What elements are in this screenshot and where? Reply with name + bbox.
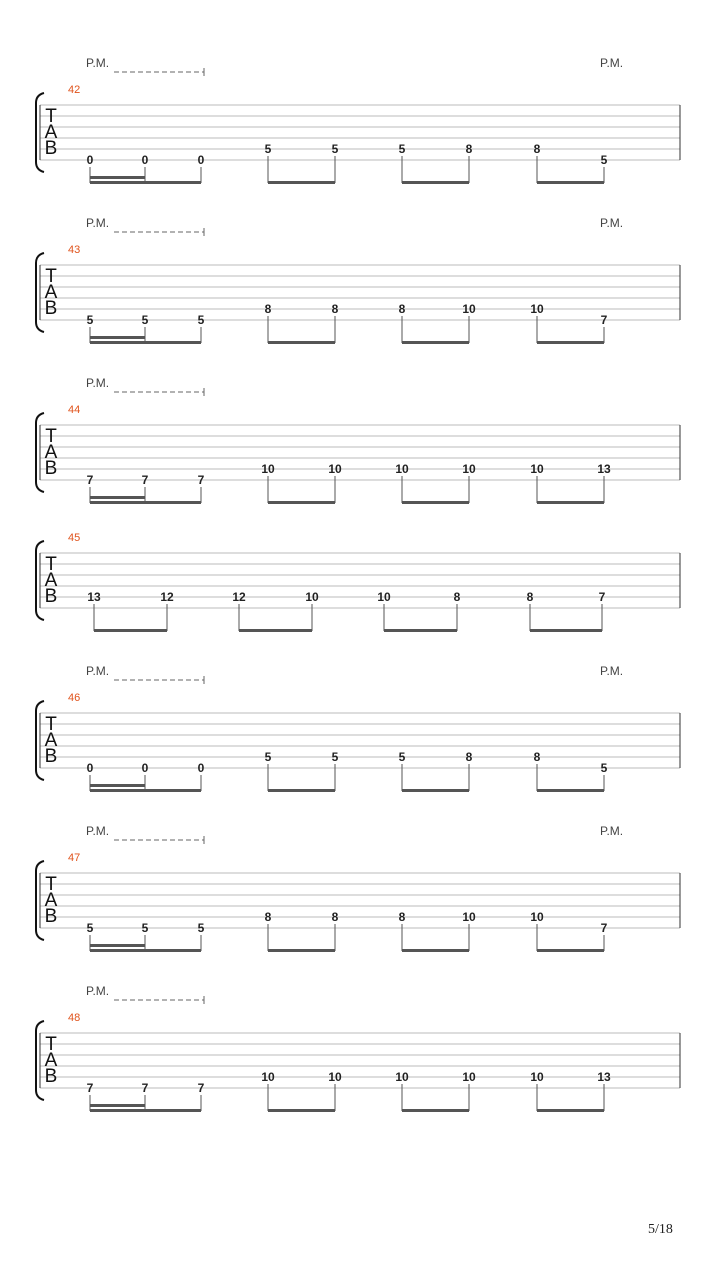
tab-clef-letter: T xyxy=(45,874,57,895)
beam xyxy=(537,949,604,952)
beam xyxy=(268,1109,335,1112)
beam xyxy=(537,789,604,792)
tab-clef-letter: A xyxy=(44,1050,58,1071)
fret-number: 8 xyxy=(465,750,473,764)
fret-number: 5 xyxy=(197,313,205,327)
bar-number: 44 xyxy=(68,404,81,416)
tab-clef-letter: A xyxy=(44,282,58,303)
beam xyxy=(402,1109,469,1112)
beam xyxy=(90,949,201,952)
beam xyxy=(537,1109,604,1112)
fret-number: 10 xyxy=(462,1070,476,1084)
beam xyxy=(402,789,469,792)
beam xyxy=(90,501,201,504)
palm-mute-label: P.M. xyxy=(600,216,624,230)
fret-number: 0 xyxy=(197,153,205,167)
tab-clef-letter: B xyxy=(44,906,58,927)
beam xyxy=(90,181,201,184)
fret-number: 5 xyxy=(600,761,608,775)
fret-number: 8 xyxy=(453,590,461,604)
fret-number: 10 xyxy=(377,590,391,604)
fret-number: 8 xyxy=(533,750,541,764)
fret-number: 10 xyxy=(261,462,275,476)
tab-clef-letter: T xyxy=(45,106,57,127)
fret-number: 5 xyxy=(600,153,608,167)
beam xyxy=(90,789,201,792)
fret-number: 5 xyxy=(141,313,149,327)
fret-number: 0 xyxy=(141,153,149,167)
fret-number: 8 xyxy=(331,302,339,316)
beam xyxy=(537,341,604,344)
beam xyxy=(530,629,602,632)
fret-number: 7 xyxy=(86,1081,94,1095)
fret-number: 8 xyxy=(398,302,406,316)
fret-number: 12 xyxy=(160,590,174,604)
beam xyxy=(537,181,604,184)
tab-clef-letter: A xyxy=(44,570,58,591)
tab-clef-letter: B xyxy=(44,138,58,159)
fret-number: 8 xyxy=(331,910,339,924)
palm-mute-label: P.M. xyxy=(86,984,110,998)
fret-number: 5 xyxy=(398,750,406,764)
beam xyxy=(537,501,604,504)
fret-number: 7 xyxy=(141,1081,149,1095)
fret-number: 5 xyxy=(86,313,94,327)
fret-number: 12 xyxy=(232,590,246,604)
fret-number: 7 xyxy=(197,473,205,487)
fret-number: 8 xyxy=(465,142,473,156)
fret-number: 13 xyxy=(597,462,611,476)
beam xyxy=(402,501,469,504)
tab-clef-letter: B xyxy=(44,458,58,479)
bar-number: 48 xyxy=(68,1012,81,1024)
fret-number: 10 xyxy=(305,590,319,604)
tab-clef-letter: T xyxy=(45,714,57,735)
tab-clef-letter: B xyxy=(44,586,58,607)
fret-number: 10 xyxy=(530,302,544,316)
tab-clef-letter: A xyxy=(44,122,58,143)
beam xyxy=(90,341,201,344)
beam xyxy=(94,629,167,632)
tab-clef-letter: B xyxy=(44,1066,58,1087)
fret-number: 7 xyxy=(598,590,606,604)
tab-clef-letter: A xyxy=(44,730,58,751)
beam xyxy=(239,629,312,632)
fret-number: 10 xyxy=(530,1070,544,1084)
palm-mute-label: P.M. xyxy=(600,56,624,70)
beam xyxy=(402,949,469,952)
fret-number: 8 xyxy=(264,910,272,924)
fret-number: 10 xyxy=(462,302,476,316)
palm-mute-label: P.M. xyxy=(86,56,110,70)
palm-mute-label: P.M. xyxy=(86,664,110,678)
fret-number: 13 xyxy=(87,590,101,604)
beam-secondary xyxy=(90,1104,145,1107)
bar-number: 47 xyxy=(68,852,81,864)
palm-mute-label: P.M. xyxy=(86,216,110,230)
fret-number: 13 xyxy=(597,1070,611,1084)
beam-secondary xyxy=(90,784,145,787)
tab-clef-letter: A xyxy=(44,442,58,463)
fret-number: 10 xyxy=(328,1070,342,1084)
fret-number: 0 xyxy=(141,761,149,775)
page-number: 5/18 xyxy=(648,1222,673,1237)
palm-mute-label: P.M. xyxy=(600,664,624,678)
palm-mute-label: P.M. xyxy=(86,376,110,390)
fret-number: 10 xyxy=(462,462,476,476)
palm-mute-label: P.M. xyxy=(86,824,110,838)
fret-number: 7 xyxy=(197,1081,205,1095)
beam xyxy=(268,181,335,184)
fret-number: 7 xyxy=(86,473,94,487)
fret-number: 5 xyxy=(331,750,339,764)
fret-number: 5 xyxy=(331,142,339,156)
fret-number: 0 xyxy=(86,153,94,167)
bar-number: 43 xyxy=(68,244,81,256)
beam xyxy=(268,341,335,344)
tab-clef-letter: B xyxy=(44,298,58,319)
tab-clef-letter: T xyxy=(45,266,57,287)
beam xyxy=(90,1109,201,1112)
bar-number: 42 xyxy=(68,84,81,96)
palm-mute-label: P.M. xyxy=(600,824,624,838)
fret-number: 8 xyxy=(264,302,272,316)
fret-number: 8 xyxy=(526,590,534,604)
fret-number: 10 xyxy=(328,462,342,476)
tab-clef-letter: T xyxy=(45,1034,57,1055)
fret-number: 7 xyxy=(141,473,149,487)
fret-number: 8 xyxy=(398,910,406,924)
fret-number: 5 xyxy=(264,142,272,156)
beam-secondary xyxy=(90,944,145,947)
fret-number: 10 xyxy=(261,1070,275,1084)
beam xyxy=(268,501,335,504)
beam xyxy=(268,789,335,792)
fret-number: 10 xyxy=(530,462,544,476)
fret-number: 10 xyxy=(530,910,544,924)
beam-secondary xyxy=(90,496,145,499)
beam-secondary xyxy=(90,336,145,339)
fret-number: 5 xyxy=(141,921,149,935)
tab-clef-letter: B xyxy=(44,746,58,767)
fret-number: 0 xyxy=(197,761,205,775)
tab-clef-letter: A xyxy=(44,890,58,911)
fret-number: 10 xyxy=(395,1070,409,1084)
beam xyxy=(402,341,469,344)
beam xyxy=(268,949,335,952)
bar-number: 45 xyxy=(68,532,81,544)
fret-number: 10 xyxy=(395,462,409,476)
beam xyxy=(402,181,469,184)
fret-number: 5 xyxy=(264,750,272,764)
beam-secondary xyxy=(90,176,145,179)
fret-number: 7 xyxy=(600,921,608,935)
fret-number: 5 xyxy=(197,921,205,935)
tab-clef-letter: T xyxy=(45,554,57,575)
beam xyxy=(384,629,457,632)
fret-number: 5 xyxy=(398,142,406,156)
bar-number: 46 xyxy=(68,692,81,704)
fret-number: 10 xyxy=(462,910,476,924)
fret-number: 8 xyxy=(533,142,541,156)
tab-clef-letter: T xyxy=(45,426,57,447)
fret-number: 5 xyxy=(86,921,94,935)
fret-number: 0 xyxy=(86,761,94,775)
fret-number: 7 xyxy=(600,313,608,327)
